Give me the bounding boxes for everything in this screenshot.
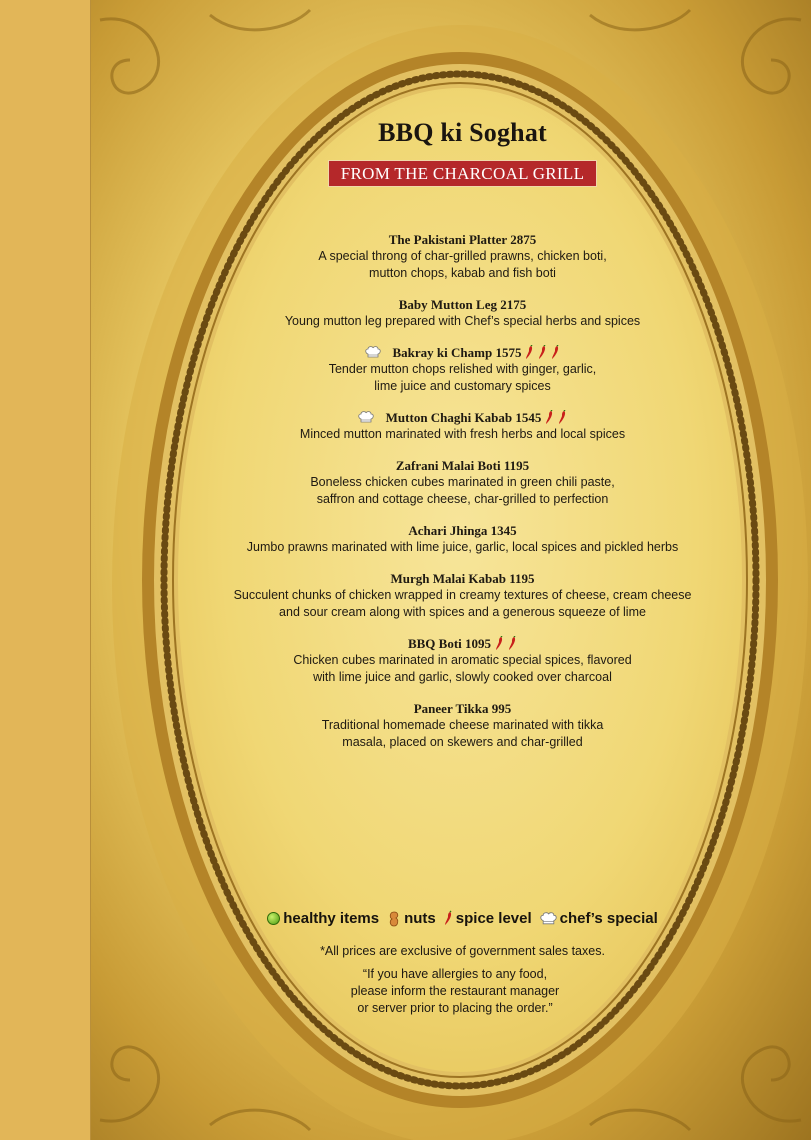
chef-hat-icon [540, 912, 557, 926]
menu-spine [0, 0, 91, 1140]
chili-icon [538, 345, 547, 360]
item-name: Mutton Chaghi Kabab 1545 [385, 410, 542, 425]
chili-icon [551, 345, 560, 360]
legend-spice-label: spice level [455, 910, 532, 927]
item-name: Paneer Tikka 995 [413, 701, 512, 716]
item-description: Boneless chicken cubes marinated in green chili paste, [310, 475, 615, 489]
legend-nuts [387, 910, 436, 927]
menu-item [190, 522, 735, 556]
section-banner: FROM THE CHARCOAL GRILL [328, 160, 598, 187]
item-description: Minced mutton marinated with fresh herbs and local spices [299, 427, 626, 441]
item-description: Jumbo prawns marinated with lime juice, garlic, local spices and pickled herbs [246, 540, 679, 554]
menu-items [190, 231, 735, 751]
item-description: with lime juice and garlic, slowly cooked over charcoal [313, 670, 612, 684]
item-name-row [190, 635, 735, 652]
item-description: saffron and cottage cheese, char-grilled to perfection [316, 492, 609, 506]
chili-icon [508, 636, 517, 651]
legend-spice [444, 910, 532, 927]
item-description: Young mutton leg prepared with Chef’s special herbs and spices [284, 314, 641, 328]
menu-item [190, 296, 735, 330]
chili-icon [495, 636, 504, 651]
menu-content [190, 118, 735, 765]
item-description: Succulent chunks of chicken wrapped in creamy textures of cheese, cream cheese [233, 588, 692, 602]
legend [190, 910, 735, 927]
item-name: The Pakistani Platter 2875 [388, 232, 537, 247]
page-title: BBQ ki Soghat [378, 118, 547, 147]
item-name-row [190, 344, 735, 361]
menu-item [190, 570, 735, 621]
item-name: Zafrani Malai Boti 1195 [395, 458, 530, 473]
allergy-line: “If you have allergies to any food, [362, 967, 548, 981]
item-description: Tender mutton chops relished with ginger, garlic, [328, 362, 597, 376]
chili-icon [558, 410, 567, 425]
legend-nuts-label: nuts [404, 910, 436, 927]
green-dot-icon [267, 912, 280, 925]
item-description: A special throng of char-grilled prawns, chicken boti, [318, 249, 607, 263]
allergy-line: or server prior to placing the order.” [357, 1001, 553, 1015]
menu-item [190, 344, 735, 395]
legend-chef [540, 910, 658, 927]
item-description: Chicken cubes marinated in aromatic special spices, flavored [293, 653, 632, 667]
chef-hat-icon [365, 346, 381, 359]
menu-item [190, 635, 735, 686]
chili-icon [444, 910, 453, 927]
allergy-note [240, 966, 670, 1017]
item-description: masala, placed on skewers and char-grilled [342, 735, 583, 749]
item-name: Bakray ki Champ 1575 [392, 345, 522, 360]
menu-item [190, 700, 735, 751]
menu-item [190, 409, 735, 443]
menu-item [190, 231, 735, 282]
item-description: and sour cream along with spices and a generous squeeze of lime [279, 605, 646, 619]
tax-note: *All prices are exclusive of government sales taxes. [320, 944, 605, 958]
item-name-row [190, 409, 735, 426]
item-name: Murgh Malai Kabab 1195 [390, 571, 535, 586]
chili-icon [545, 410, 554, 425]
item-description: lime juice and customary spices [374, 379, 551, 393]
peanut-icon [387, 911, 401, 927]
legend-chef-label: chef’s special [559, 910, 658, 927]
chef-hat-icon [358, 411, 374, 424]
item-name: BBQ Boti 1095 [407, 636, 492, 651]
legend-healthy [267, 910, 379, 927]
item-description: Traditional homemade cheese marinated with tikka [321, 718, 604, 732]
allergy-line: please inform the restaurant manager [350, 984, 560, 998]
item-description: mutton chops, kabab and fish boti [369, 266, 556, 280]
chili-icon [525, 345, 534, 360]
legend-healthy-label: healthy items [283, 910, 380, 927]
item-name: Achari Jhinga 1345 [408, 523, 517, 538]
item-name: Baby Mutton Leg 2175 [398, 297, 527, 312]
menu-item [190, 457, 735, 508]
